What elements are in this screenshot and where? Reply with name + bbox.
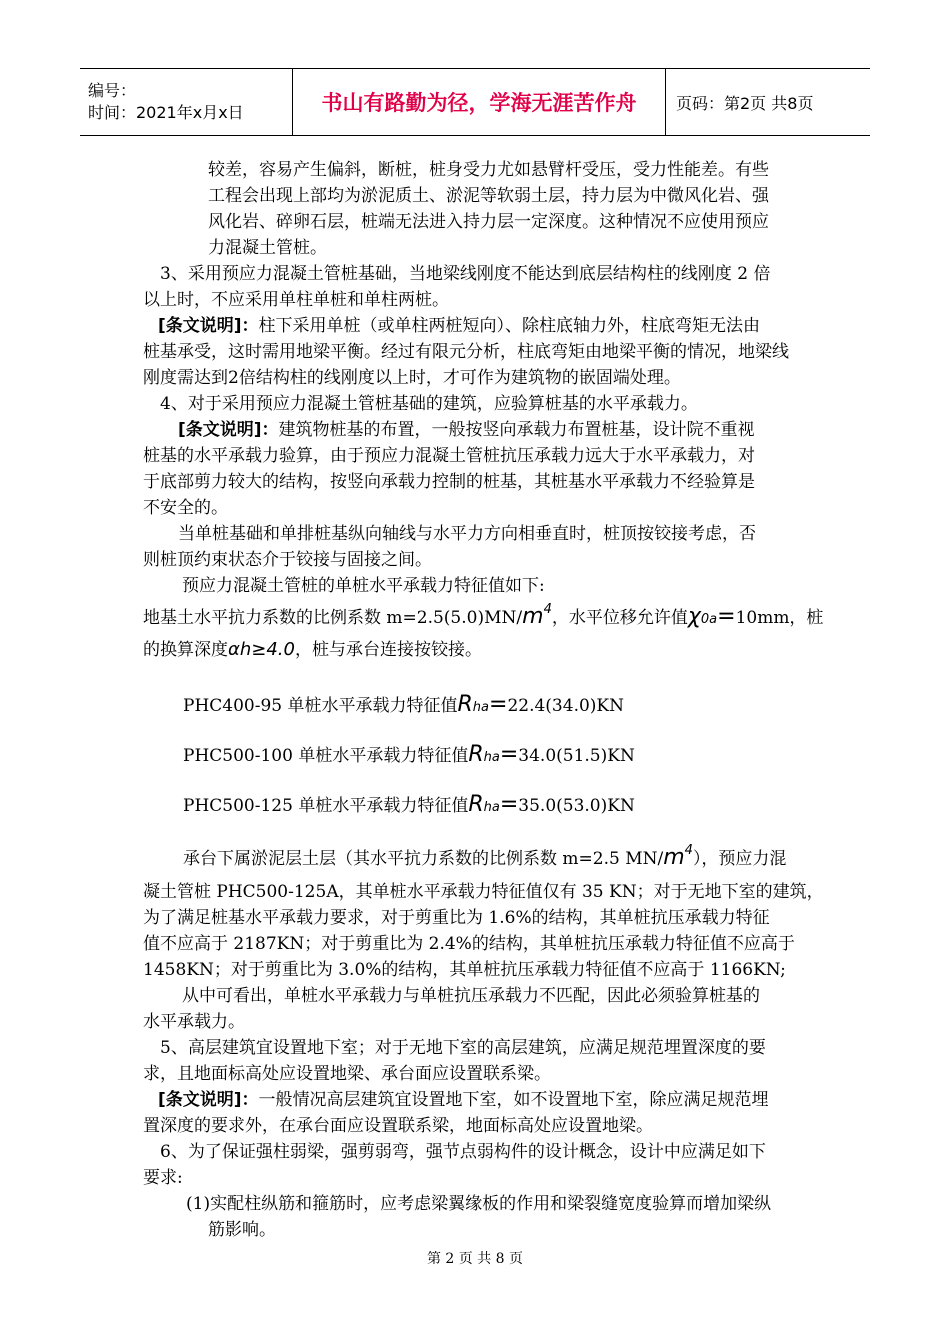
- text-line: 值不应高于 2187KN；对于剪重比为 2.4%的结构，其单桩抗压承载力特征值不应高于: [143, 934, 795, 954]
- page-number-label: 页码：第2页 共8页: [676, 93, 814, 113]
- text-line: [158, 1088, 769, 1112]
- math-expression: αh≥4.0: [228, 639, 295, 660]
- text-line: 风化岩、碎卵石层，桩端无法进入持力层一定深度。这种情况不应使用预应: [208, 212, 769, 232]
- text-line: [183, 690, 624, 723]
- text-run: PHC400-95 单桩水平承载力特征值: [183, 696, 458, 716]
- math-subscript: 0a: [700, 612, 718, 627]
- doc-date-label: 时间：2021年x月x日: [88, 103, 244, 122]
- text-run: PHC500-100 单桩水平承载力特征值: [183, 746, 469, 766]
- text-run: 一般情况高层建筑宜设置地下室，如不设置地下室，除应满足规范埋: [258, 1090, 769, 1110]
- text-run: ，水平位移允许值: [551, 608, 688, 628]
- math-symbol: m: [663, 845, 685, 870]
- text-line: 力混凝土管桩。: [208, 238, 327, 258]
- clause-note-tag: [条文说明]：: [158, 316, 259, 336]
- text-line: 则桩顶约束状态介于铰接与固接之间。: [143, 550, 432, 570]
- math-symbol: =: [489, 692, 508, 717]
- math-symbol: R: [468, 742, 484, 767]
- text-line: [158, 314, 760, 338]
- text-run: 22.4(34.0)KN: [507, 696, 624, 716]
- doc-number-label: 编号：: [88, 81, 137, 100]
- text-run: 建筑物桩基的布置，一般按竖向承载力布置桩基，设计院不重视: [278, 420, 755, 440]
- text-line: 于底部剪力较大的结构，按竖向承载力控制的桩基，其桩基水平承载力不经验算是: [143, 472, 755, 492]
- text-line: 为了满足桩基水平承载力要求，对于剪重比为 1.6%的结构，其单桩抗压承载力特征: [143, 908, 770, 928]
- text-line: 从中可看出，单桩水平承载力与单桩抗压承载力不匹配，因此必须验算桩基的: [182, 986, 760, 1006]
- text-line: [183, 740, 635, 773]
- text-line: 桩基的水平承载力验算，由于预应力混凝土管桩抗压承载力远大于水平承载力，对: [143, 446, 755, 466]
- text-line: [178, 418, 755, 442]
- text-line: [143, 595, 823, 635]
- math-symbol: χ: [687, 604, 701, 629]
- text-line: 预应力混凝土管桩的单桩水平承载力特征值如下:: [182, 576, 545, 596]
- text-run: 地基土水平抗力系数的比例系数 m=2.5(5.0)MN/: [143, 608, 523, 628]
- math-symbol: =: [499, 792, 519, 817]
- motto-text: 书山有路勤为径，学海无涯苦作舟: [321, 91, 637, 115]
- text-line: 凝土管桩 PHC500-125A，其单桩水平承载力特征值仅有 35 KN；对于无地下室的建筑，: [143, 882, 824, 902]
- text-line: 1458KN；对于剪重比为 3.0%的结构，其单桩抗压承载力特征值不应高于 1166KN;: [143, 960, 786, 980]
- text-line: 当单桩基础和单排桩基纵向轴线与水平力方向相垂直时，桩顶按铰接考虑，否: [178, 524, 756, 544]
- page-footer: [0, 1248, 950, 1268]
- text-line: 求，且地面标高处应设置地梁、承台面应设置联系梁。: [143, 1064, 551, 1084]
- text-run: 10mm，桩: [735, 608, 824, 628]
- math-symbol: R: [468, 792, 484, 817]
- text-line: 筋影响。: [208, 1220, 276, 1240]
- text-line: 6、为了保证强柱弱梁，强剪弱弯，强节点弱构件的设计概念，设计中应满足如下: [160, 1142, 766, 1162]
- text-line: 刚度需达到2倍结构柱的线刚度以上时，才可作为建筑物的嵌固端处理。: [143, 368, 681, 388]
- text-line: [183, 790, 635, 823]
- math-subscript: ha: [472, 700, 490, 715]
- clause-note-tag: [条文说明]：: [158, 1090, 259, 1110]
- text-run: 35.0(53.0)KN: [518, 796, 635, 816]
- text-line: 4、对于采用预应力混凝土管桩基础的建筑，应验算桩基的水平承载力。: [160, 394, 698, 414]
- text-line: 工程会出现上部均为淤泥质土、淤泥等软弱土层，持力层为中微风化岩、强: [208, 186, 769, 206]
- math-symbol: m: [522, 604, 544, 629]
- text-run: ），预应力混: [692, 849, 787, 869]
- footer-page-number: 第 2 页 共 8 页: [426, 1251, 524, 1267]
- text-line: (1)实配柱纵筋和箍筋时，应考虑梁翼缘板的作用和梁裂缝宽度验算而增加梁纵: [186, 1194, 772, 1214]
- text-run: 的换算深度: [143, 640, 228, 660]
- text-line: 要求:: [143, 1168, 183, 1188]
- math-symbol: R: [457, 692, 473, 717]
- text-run: PHC500-125 单桩水平承载力特征值: [183, 796, 469, 816]
- text-line: 不安全的。: [143, 498, 228, 518]
- text-line: 桩基承受，这时需用地梁平衡。经过有限元分析，柱底弯矩由地梁平衡的情况，地梁线: [143, 342, 789, 362]
- math-superscript: 4: [684, 843, 693, 858]
- math-subscript: ha: [483, 800, 500, 815]
- clause-note-tag: [条文说明]：: [178, 420, 279, 440]
- text-line: [183, 836, 786, 874]
- text-run: 柱下采用单桩（或单柱两桩短向）、除柱底轴力外，柱底弯矩无法由: [258, 316, 761, 336]
- math-symbol: =: [717, 604, 736, 629]
- math-symbol: =: [499, 742, 519, 767]
- text-run: 34.0(51.5)KN: [518, 746, 635, 766]
- math-subscript: ha: [483, 750, 500, 765]
- text-line: 较差，容易产生偏斜，断桩，桩身受力尤如悬臂杆受压，受力性能差。有些: [208, 160, 769, 180]
- math-superscript: 4: [543, 602, 552, 617]
- text-line: 5、高层建筑宜设置地下室；对于无地下室的高层建筑，应满足规范埋置深度的要: [160, 1038, 766, 1058]
- text-line: 置深度的要求外，在承台面应设置联系梁，地面标高处应设置地梁。: [143, 1116, 653, 1136]
- text-run: ，桩与承台连接按铰接。: [294, 640, 482, 660]
- text-line: [143, 635, 482, 665]
- text-line: 3、采用预应力混凝土管桩基础，当地梁线刚度不能达到底层结构柱的线刚度 2 倍: [160, 264, 771, 284]
- text-line: 水平承载力。: [143, 1012, 245, 1032]
- text-run: 承台下属淤泥层土层（其水平抗力系数的比例系数 m=2.5 MN/: [183, 849, 664, 869]
- text-line: 以上时，不应采用单柱单桩和单柱两桩。: [143, 290, 449, 310]
